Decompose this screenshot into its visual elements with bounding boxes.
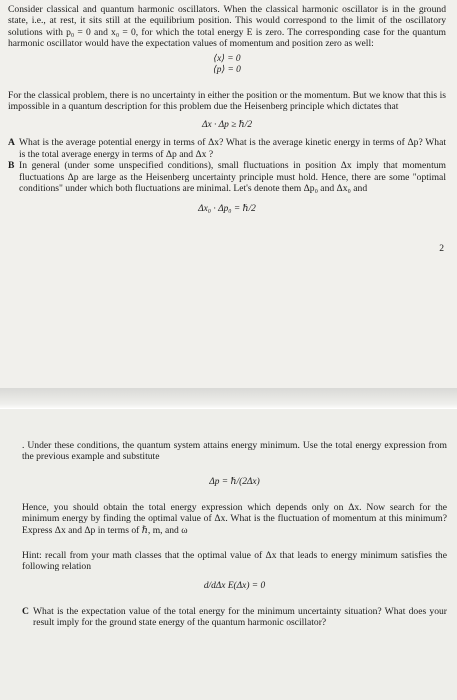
question-a-tag: A (8, 137, 15, 149)
question-c (22, 606, 447, 629)
question-a-text: What is the average potential energy in terms of Δx? What is the average kinetic energy in terms of Δp? What is the total average energy in terms of Δp and Δx ? (19, 137, 446, 160)
question-c-tag: C (22, 605, 29, 617)
question-b-text: In general (under some unspecified conditions), small fluctuations in position Δx imply that momentum fluctuations Δp are large as the Heisenberg uncertainty principle must hold. Hence, there are some "optimal conditions" under which both fluctuations are minimal. Let's denote them Δp₀ and Δx₀ and (19, 160, 446, 195)
page-gap (0, 388, 457, 408)
conditions-paragraph: . Under these conditions, the quantum system attains energy minimum. Use the total energy expression from the previous example and substitute (22, 440, 447, 463)
equation-p-expectation: ⟨p⟩ = 0 (213, 64, 241, 75)
intro-paragraph: Consider classical and quantum harmonic oscillators. When the classical harmonic oscillator is in the ground state, i.e., at rest, it sits still at the equilibrium position. This would correspond to the limit of the oscillatory solutions with p₀ = 0 and x₀ = 0, for which the total energy E is zero. The corresponding case for the quantum harmonic oscillator would have the expectation values of momentum and position zero as well: (8, 4, 446, 50)
equation-x-expectation: ⟨x⟩ = 0 (213, 53, 241, 64)
equation-optimal-uncertainty: Δx₀ · Δp₀ = ℏ/2 (198, 204, 256, 215)
page-number: 2 (439, 243, 444, 255)
hence-paragraph: Hence, you should obtain the total energy expression which depends only on Δx. Now search for the minimum energy by finding the optimal value of Δx. What is the fluctuation of momentum at this minimum? Express Δx and Δp in terms of ℏ, m, and ω (22, 501, 447, 536)
question-b (8, 160, 446, 194)
question-a (8, 137, 446, 160)
hint-paragraph: Hint: recall from your math classes that the optimal value of Δx that leads to energy minimum satisfies the following relation (22, 550, 447, 573)
equation-heisenberg: Δx · Δp ≥ ℏ/2 (201, 120, 253, 131)
classical-paragraph: For the classical problem, there is no uncertainty in either the position or the momentum. But we know that this is impossible in a quantum description for this problem due the Heisenberg principle which dictates that (8, 89, 446, 113)
page-2 (0, 408, 457, 700)
question-b-tag: B (8, 160, 15, 172)
equation-derivative: d/dΔx E(Δx) = 0 (203, 580, 266, 591)
question-c-text: What is the expectation value of the total energy for the minimum uncertainty situation? What does your result imply for the ground state energy of the quantum harmonic oscillator? (33, 605, 447, 629)
equation-delta-p: Δp = ℏ/(2Δx) (209, 476, 260, 487)
